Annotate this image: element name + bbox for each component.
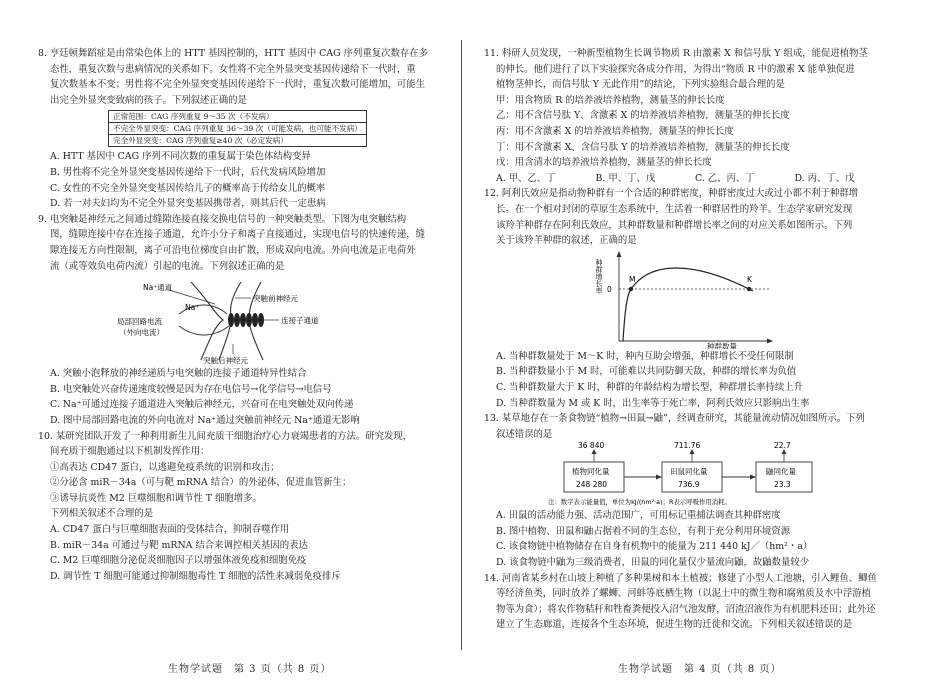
q11-group-yi: 乙：用不含信号肽 Y、含激素 X 的培养液培养植物，测量茎的伸长长度 [496,110,790,122]
question-12 [484,186,894,411]
allee-curve-graph [589,249,789,349]
q8-option-c: C. 女性的不完全外显突变基因传给儿子的概率高于传给女儿的概率 [50,182,326,194]
left-page [38,46,438,584]
x-axis-label: 种群数量 [707,341,737,349]
postsynaptic-label: 突触后神经元 [203,356,248,366]
question-8 [38,46,438,212]
plant-respiration-value: 36 840 [578,442,605,451]
q11-group-wu: 戊：用含清水的培养液培养植物，测量茎的伸长长度 [496,157,712,169]
q12-option-d: D. 当种群数量为 M 或 K 时，出生率等于死亡率，阿利氏效应只影响出生率 [496,397,810,409]
plant-box-label: 植物同化量 [572,467,610,477]
energy-flow-note: 注：数字表示能量值，单位为kJ/(hm²·a)；R表示呼吸作用消耗。 [548,498,731,507]
q9-stem-line-3: 隙连接无方向性限制，离子可沿电位梯度自由扩散，形成双向电流。外向电流是正电荷外 [50,244,416,256]
page-footer-right: 生物学试题 第 4 页（共 8 页） [618,664,782,675]
q10-stem-line-1: 10. 某研究团队开发了一种利用新生儿间充质干细胞治疗心力衰竭患者的方法。研究发现， [38,430,413,442]
q11-stem-line-2: 的伸长。他们进行了以下实验探究各成分作用，为得出“物质 R 中的激素 X 能单独促进 [496,63,855,75]
q8-option-a: A. HTT 基因中 CAG 序列不同次数的重复属于染色体结构变异 [50,151,311,163]
q11-option-b: B. 甲、丁、戊 [595,172,656,184]
page-divider [461,40,462,650]
q14-stem-line-4: 建立了生态廊道，连接各个生态环境，促进生物的迁徙和交流。下列相关叙述错误的是 [496,619,853,631]
vole-respiration-value: 711.76 [674,442,701,451]
question-10 [38,429,438,585]
q10-option-c: C. M2 巨噬细胞分泌促炎细胞因子以增强体液免疫和细胞免疫 [50,555,307,567]
presynaptic-membrane [191,282,223,360]
y-axis-arrow [617,251,622,257]
table-row: 完全外显突变：CAG 序列重复≥40 次（必定发病） [109,135,367,147]
q14-stem-line-1: 14. 河南省某乡村在山坡上种植了多种果树和本土植被；修建了小型人工池塘，引入鲤鱼、鲫鱼 [484,572,877,584]
q12-stem-line-3: 该羚羊种群存在阿利氏效应，其种群数量和种群增长率之间的对应关系如图所示。下列 [496,219,853,231]
q11-stem-line-3: 植物茎伸长，而信号肽 Y 无此作用”的结论，下列实验组合最合理的是 [496,79,785,91]
vole-box-label: 田鼠同化量 [670,467,708,477]
outward-current-label: （外向电流） [119,328,164,338]
q13-option-b: B. 图中植物、田鼠和鼬占据着不同的生态位，有利于充分利用环境资源 [496,525,791,537]
weasel-assimilation-value: 23.3 [774,480,791,490]
growth-rate-curve [623,268,753,341]
q8-stem-line-4: 出完全外显突变致病的孩子。下列叙述正确的是 [50,94,247,106]
connexon-channels [228,313,264,327]
q14-stem-line-2: 等经济鱼类，同时放养了螺蛳、河蚌等底栖生物（以泥土中的微生物和腐殖质及水中浮游植 [496,588,872,600]
point-k [747,287,751,291]
page-footer-left: 生物学试题 第 3 页（共 8 页） [168,664,332,675]
vole-assimilation-value: 736.9 [678,480,700,490]
q8-stem-line-1: 8. 亨廷顿舞蹈症是由常染色体上的 HTT 基因控制的，HTT 基因中 CAG 序列重复次数存在多 [38,48,428,59]
q13-stem-line-2: 叙述错误的是 [496,428,553,440]
q12-option-b: B. 当种群数量小于 M 时，可能难以共同防御天敌，种群的增长率为负值 [496,366,797,378]
question-9 [38,212,438,429]
q9-stem-line-1: 9. 电突触是神经元之间通过缝隙连接直接交换电信号的一种突触类型。下图为电突触结构 [38,213,407,225]
local-current-arrow [179,326,229,335]
q10-mechanism-3: ③诱导抗炎性 M2 巨噬细胞和调节性 T 细胞增多。 [50,492,262,504]
q11-option-a: A. 甲、乙、丁 [496,172,556,184]
q10-ask: 下列相关叙述不合理的是 [50,508,154,520]
q12-stem-line-4: 关于该羚羊种群的叙述，正确的是 [496,235,637,247]
q10-mechanism-1: ①高表达 CD47 蛋白，以逃避免疫系统的识别和攻击； [50,461,280,473]
q9-option-d: D. 图中局部回路电流的外向电流对 Na⁺通过突触前神经元 Na⁺通道无影响 [50,414,360,426]
q8-stem-line-3: 复次数基本不变；男性将不完全外显突变基因传递给下一代时，重复次数可能增加，可能生 [50,79,426,91]
na-channel-label: Na⁺通道 [143,283,173,293]
q9-stem-line-2: 图，缝隙连接中存在连接子通道，允许小分子和离子直接通过，实现电信号的快速传递，缝 [50,229,426,241]
q11-group-ding: 丁：用不含激素 X、含信号肽 Y 的培养液培养植物，测量茎的伸长长度 [496,141,790,153]
local-current-label: 局部回路电流 [117,317,162,327]
q12-option-c: C. 当种群数量大于 K 时，种群的年龄结构为增长型，种群增长率持续上升 [496,381,804,393]
na-ion-label: Na⁺ [185,303,200,313]
q10-mechanism-2: ②分泌含 miR－34a（可与靶 mRNA 结合）的外泌体，促进血管新生； [50,477,352,489]
right-page [484,46,894,633]
x-axis-arrow [767,338,773,343]
q11-option-d: D. 丙、丁、戊 [794,172,855,184]
q9-option-b: B. 电突触处兴奋传递速度较慢是因为存在电信号→化学信号→电信号 [50,383,332,395]
m-label: M [629,274,636,284]
q11-stem-line-1: 11. 科研人员发现，一种新型植物生长调节物质 R 由激素 X 和信号肽 Y 组成，能促进植物茎 [484,48,868,59]
plant-assimilation-value: 248 280 [576,480,608,490]
q10-option-d: D. 调节性 T 细胞可能通过抑制细胞毒性 T 细胞的活性来减弱免疫排斥 [50,570,341,582]
y-axis-label: 种群增长率 [595,258,603,294]
q11-option-c: C. 乙、丙、丁 [695,172,755,184]
q14-stem-line-3: 物等为食）；将农作物秸秆和牲畜粪便投入沼气池发酵，沼渣沼液作为有机肥料还田；此外还 [496,603,876,615]
synapse-diagram [103,274,373,366]
q8-stem-line-2: 态性，重复次数与患病情况的关系如下。女性将不完全外显突变基因传递给下一代时，重 [50,63,416,75]
weasel-box-label: 鼬同化量 [766,467,796,477]
energy-flow-figure [544,442,834,508]
q8-option-b: B. 男性将不完全外显突变基因传递给下一代时，后代发病风险增加 [50,166,326,178]
q11-group-bing: 丙：用不含激素 X 的培养液培养植物，测量茎的伸长长度 [496,125,734,137]
q12-stem-line-2: 长。在一个相对封闭的草原生态系统中，生活着一种群居性的羚羊。生态学家研究发现 [496,203,853,215]
allee-effect-figure [589,249,789,349]
table-row: 正常范围：CAG 序列重复 9～35 次（不发病） [109,111,367,123]
q10-option-b: B. miR－34a 可通过与靶 mRNA 结合来调控相关基因的表达 [50,539,308,551]
na-channel-leader [169,290,215,304]
connexon-label: 连接子通道 [281,316,319,326]
cag-repeat-table [108,110,367,147]
k-label: K [747,274,752,284]
q12-option-a: A. 当种群数量处于 M～K 时，种内互助会增强，种群增长不受任何限制 [496,350,794,362]
q11-options [484,171,894,187]
question-13 [484,411,894,571]
q10-option-a: A. CD47 蛋白与巨噬细胞表面的受体结合，抑制吞噬作用 [50,524,290,536]
q9-option-a: A. 突触小泡释放的神经递质与电突触的连接子通道特异性结合 [50,368,307,380]
q13-option-a: A. 田鼠的活动能力强、活动范围广，可用标记重捕法调查其种群密度 [496,510,781,522]
question-11 [484,46,894,186]
q10-stem-line-2: 间充质干细胞通过以下机制发挥作用： [50,446,210,458]
weasel-respiration-value: 22.7 [774,442,791,451]
energy-flow-diagram [544,442,834,508]
q9-option-c: C. Na⁺可通过连接子通道进入突触后神经元，兴奋可在电突触处双向传递 [50,399,354,411]
q13-option-d: D. 该食物链中鼬为三级消费者，田鼠的同化量仅少量流向鼬，故鼬数量较少 [496,557,810,569]
q12-stem-line-1: 12. 阿利氏效应是指动物种群有一个合适的种群密度，种群密度过大或过小都不利于种群增 [484,188,859,200]
q8-option-d: D. 若一对夫妇均为不完全外显突变基因携带者，则其后代一定患病 [50,198,326,210]
presynaptic-label: 突触前神经元 [253,294,298,304]
q11-group-jia: 甲：用含物质 R 的培养液培养植物，测量茎的伸长长度 [496,94,725,106]
q9-stem-line-4: 流（或等效负电荷内流）引起的电流。下列叙述正确的是 [50,260,285,272]
q13-option-c: C. 该食物链中植物储存在自身有机物中的能量为 211 440 kJ／（hm²・a） [496,541,813,553]
table-row: 不完全外显突变：CAG 序列重复 36～39 次（可能发病，也可能不发病） [109,123,367,135]
electrical-synapse-figure [103,274,373,366]
origin-label: 0 [607,284,612,294]
point-m [629,287,633,291]
q13-stem-line-1: 13. 某草地存在一条食物链“植物→田鼠→鼬”，经调查研究，其能量流动情况如图所示。下列 [484,413,865,425]
question-14 [484,571,894,633]
